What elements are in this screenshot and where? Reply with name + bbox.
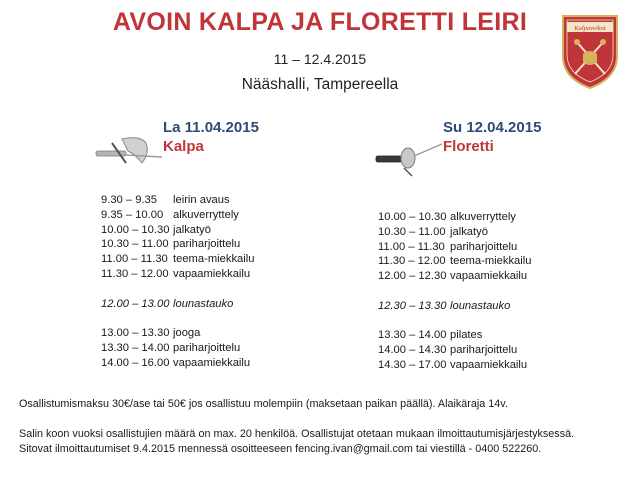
- schedule-row: 11.30 – 12.00 vapaamiekkailu: [101, 267, 251, 280]
- logo-text: Kalpaveikot: [574, 25, 606, 32]
- schedule-row: 14.00 – 14.30 pariharjoittelu: [378, 344, 518, 357]
- page-title: AVOIN KALPA JA FLORETTI LEIRI: [112, 8, 528, 36]
- schedule-row: 10.30 – 11.00 pariharjoittelu: [101, 238, 241, 251]
- registration-text: Sitovat ilmoittautumiset 9.4.2015 mennessä osoitteeseen fencing.ivan@gmail.com tai viestillä - 0400 522260.: [19, 443, 542, 455]
- schedule-row: 12.00 – 12.30 vapaamiekkailu: [378, 270, 528, 283]
- schedule-row: 10.00 – 10.30 jalkatyö: [101, 223, 211, 236]
- day2-schedule: [378, 210, 531, 373]
- day2-weapon: Floretti: [443, 138, 494, 155]
- schedule-row: 13.00 – 13.30 jooga: [101, 327, 201, 340]
- event-venue: Nääshalli, Tampereella: [241, 76, 399, 93]
- foil-icon: [374, 140, 444, 180]
- day2-heading: [443, 118, 541, 156]
- schedule-row: 11.00 – 11.30 teema-miekkailu: [101, 253, 255, 266]
- schedule-row: 10.30 – 11.00 jalkatyö: [378, 225, 488, 238]
- schedule-row-lunch: 12.30 – 13.30 lounastauko: [378, 299, 511, 312]
- schedule-row: 10.00 – 10.30 alkuverryttely: [378, 211, 516, 223]
- schedule-row: 9.35 – 10.00 alkuverryttely: [101, 208, 239, 221]
- schedule-row-lunch: 12.00 – 13.00 lounastauko: [101, 297, 234, 310]
- club-logo: [559, 12, 621, 90]
- schedule-row: 11.00 – 11.30 pariharjoittelu: [378, 240, 518, 253]
- day1-date: La 11.04.2015: [163, 119, 259, 136]
- sabre-icon: [92, 133, 164, 179]
- capacity-text: Salin koon vuoksi osallistujien määrä on max. 20 henkilöä. Osallistujat otetaan mukaan ilmoittautumisjärjestyksessä.: [19, 428, 575, 440]
- event-dates: 11 – 12.4.2015: [273, 51, 367, 67]
- day1-schedule: [101, 193, 254, 371]
- schedule-row: 14.00 – 16.00 vapaamiekkailu: [101, 356, 251, 369]
- day2-date: Su 12.04.2015: [443, 119, 542, 136]
- schedule-row: 9.30 – 9.35 leirin avaus: [101, 194, 230, 206]
- schedule-row: 11.30 – 12.00 teema-miekkailu: [378, 255, 532, 268]
- fee-text: Osallistumismaksu 30€/ase tai 50€ jos osallistuu molempiin (maksetaan paikan päällä). Alaikäraja 14v.: [19, 398, 508, 410]
- schedule-row: 13.30 – 14.00 pariharjoittelu: [101, 341, 241, 354]
- day1-weapon: Kalpa: [163, 138, 204, 155]
- schedule-row: 13.30 – 14.00 pilates: [378, 329, 483, 342]
- day1-heading: [163, 118, 259, 156]
- schedule-row: 14.30 – 17.00 vapaamiekkailu: [378, 358, 528, 371]
